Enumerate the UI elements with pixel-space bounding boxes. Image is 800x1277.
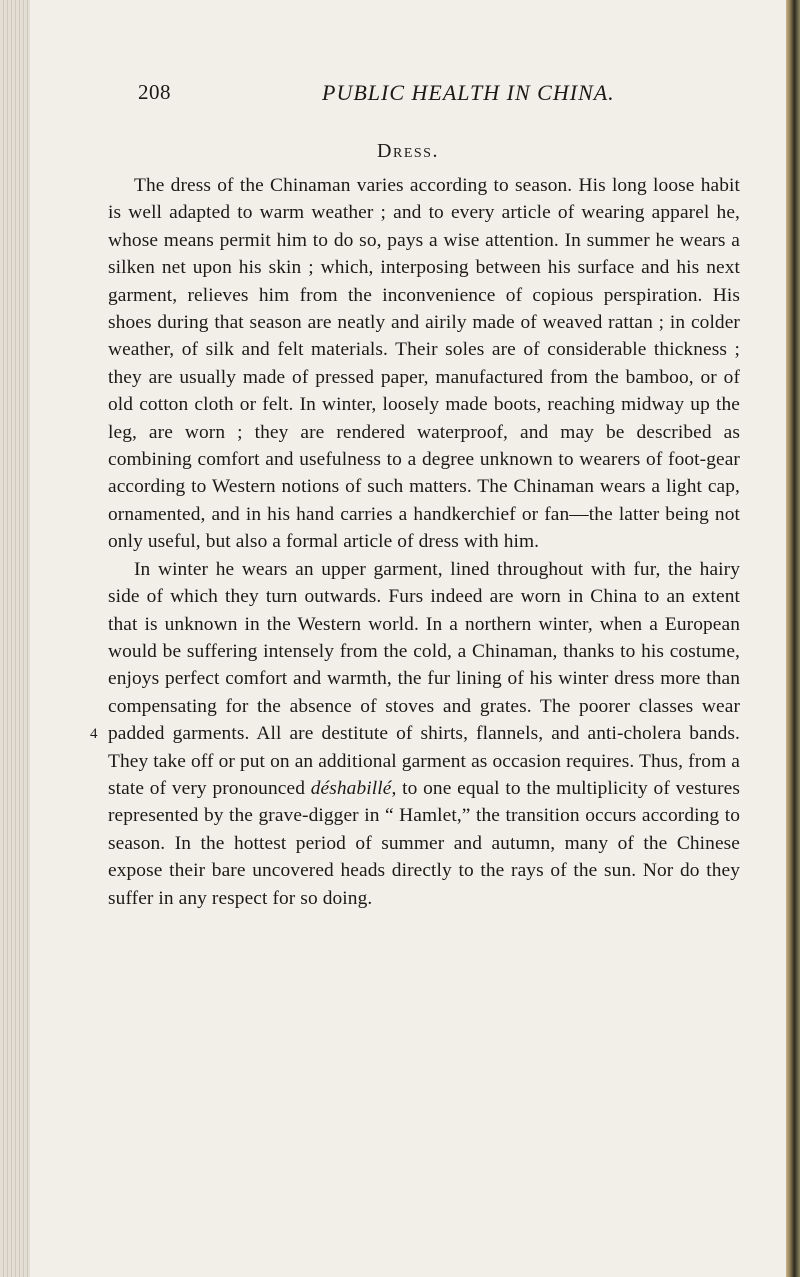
margin-mark: 4 xyxy=(90,726,98,742)
running-title: PUBLIC HEALTH IN CHINA. xyxy=(322,80,615,105)
section-heading: Dress. xyxy=(377,140,439,162)
running-head xyxy=(30,80,786,110)
book-page-edge xyxy=(786,0,800,1277)
book-gutter-edge xyxy=(0,0,30,1277)
paragraph-1-text: The dress of the Chinaman varies according to season. His long loose habit is well adapted to warm weather ; and to every article of wearing apparel he, whose means permit him to do so, pays a wise attention. In summer he wears a silken net upon his skin ; which, interposing between his surface and his next garment, relieves him from the inconvenience of copious perspiration. His shoes during that season are neatly and airily made of weaved rattan ; in colder weather, of silk and felt materials. Their soles are of considerable thickness ; they are usually made of pressed paper, manufactured from the bamboo, or of old cotton cloth or felt. In winter, loosely made boots, reaching midway up the leg, are worn ; they are rendered waterproof, and may be described as combining comfort and usefulness to a degree unknown to wearers of foot-gear according to Western notions of such matters. The Chinaman wears a light cap, ornamented, and in his hand carries a handkerchief or fan—the latter being not only useful, but also a formal article of dress with him. xyxy=(108,175,740,553)
paragraph-1 xyxy=(108,172,740,556)
page-number: 208 xyxy=(138,80,171,104)
paragraph-2-italic-term: déshabillé xyxy=(310,777,392,799)
paragraph-2-text-end: , to one equal to the multiplicity of vestures represented by the grave-digger in “ Hamlet,” the transition occurs according to season. In the hottest period of summer and autumn, many of the Chinese expose their bare uncovered heads directly to the rays of the sun. Nor do they suffer in any respect for so doing. xyxy=(108,777,740,909)
body-text xyxy=(108,172,740,912)
paragraph-2 xyxy=(108,556,740,912)
paragraph-2-text-start: In winter he wears an upper garment, lined throughout with fur, the hairy side of which they turn outwards. Furs indeed are worn in China to an extent that is unknown in the Western world. In a northern winter, when a European would be suffering intensely from the cold, a Chinaman, thanks to his costume, enjoys perfect comfort and warmth, the fur lining of his winter dress more than compensating for the absence of stoves and grates. The poorer classes wear padded garments. All are destitute of shirts, flannels, and anti-cholera bands. They take off or put on an additional garment as occasion requires. Thus, from a state of very pronounced xyxy=(108,558,740,799)
